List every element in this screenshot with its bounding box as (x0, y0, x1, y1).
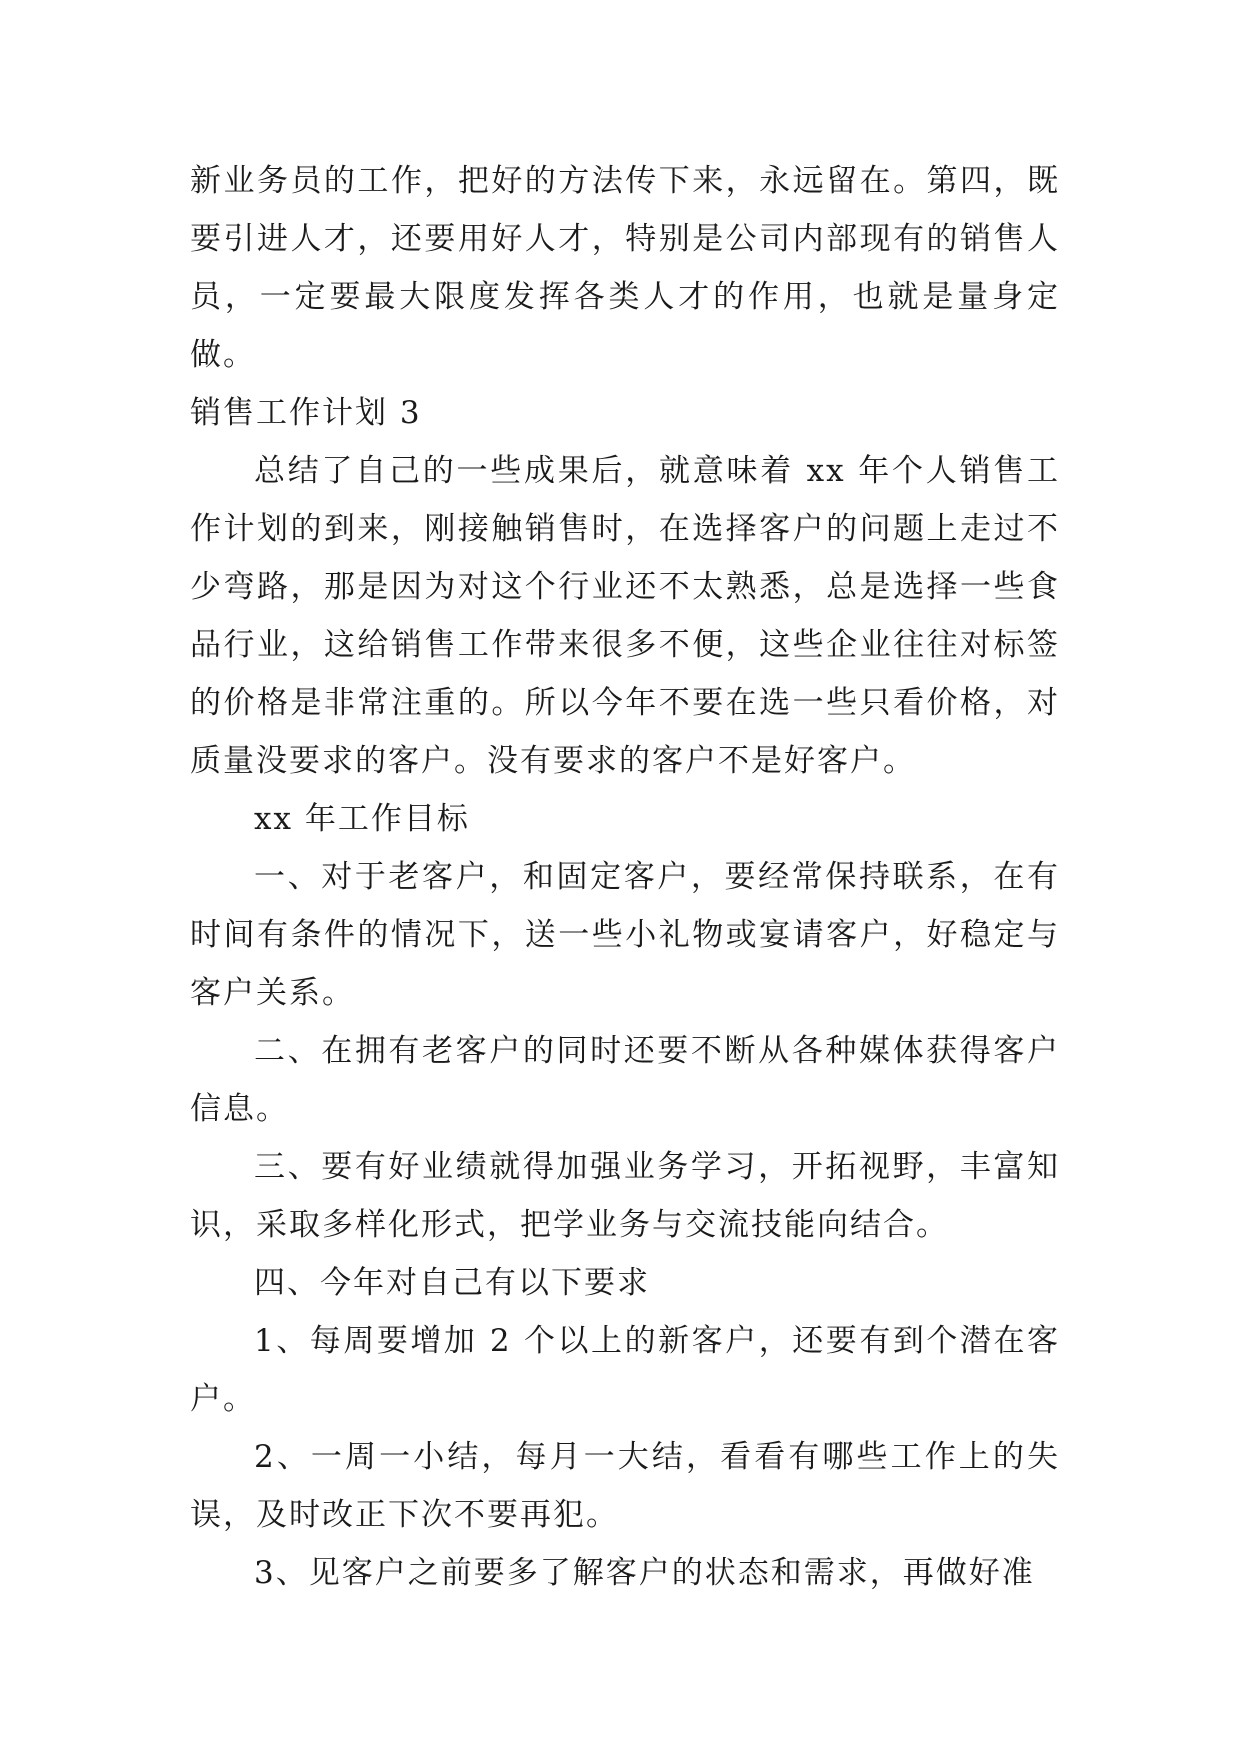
goal-item-4: 四、今年对自己有以下要求 (254, 1265, 650, 1301)
goal-item-3: 三、要有好业绩就得加强业务学习，开拓视野，丰富知识，采取多样化形式，把学业务与交流技能向结合。 (190, 1149, 1060, 1243)
document-body (190, 152, 1060, 1602)
requirement-item-1: 1、每周要增加 2 个以上的新客户，还要有到个潜在客户。 (190, 1323, 1060, 1417)
paragraph-intro: 总结了自己的一些成果后，就意味着 xx 年个人销售工作计划的到来，刚接触销售时，在选择客户的问题上走过不少弯路，那是因为对这个行业还不太熟悉，总是选择一些食品行业，这给销售工作带来很多不便，这些企业往往对标签的价格是非常注重的。所以今年不要在选一些只看价格，对质量没要求的客户。没有要求的客户不是好客户。 (190, 453, 1060, 779)
paragraph-continuation: 新业务员的工作，把好的方法传下来，永远留在。第四，既要引进人才，还要用好人才，特别是公司内部现有的销售人员，一定要最大限度发挥各类人才的作用，也就是量身定做。 (190, 163, 1060, 373)
requirement-item-2: 2、一周一小结，每月一大结，看看有哪些工作上的失误，及时改正下次不要再犯。 (190, 1439, 1060, 1533)
goal-item-1: 一、对于老客户，和固定客户，要经常保持联系，在有时间有条件的情况下，送一些小礼物或宴请客户，好稳定与客户关系。 (190, 859, 1060, 1011)
goals-heading: xx 年工作目标 (254, 801, 470, 837)
requirement-item-3: 3、见客户之前要多了解客户的状态和需求，再做好准 (254, 1555, 1035, 1591)
section-heading: 销售工作计划 3 (190, 395, 422, 431)
goal-item-2: 二、在拥有老客户的同时还要不断从各种媒体获得客户信息。 (190, 1033, 1060, 1127)
